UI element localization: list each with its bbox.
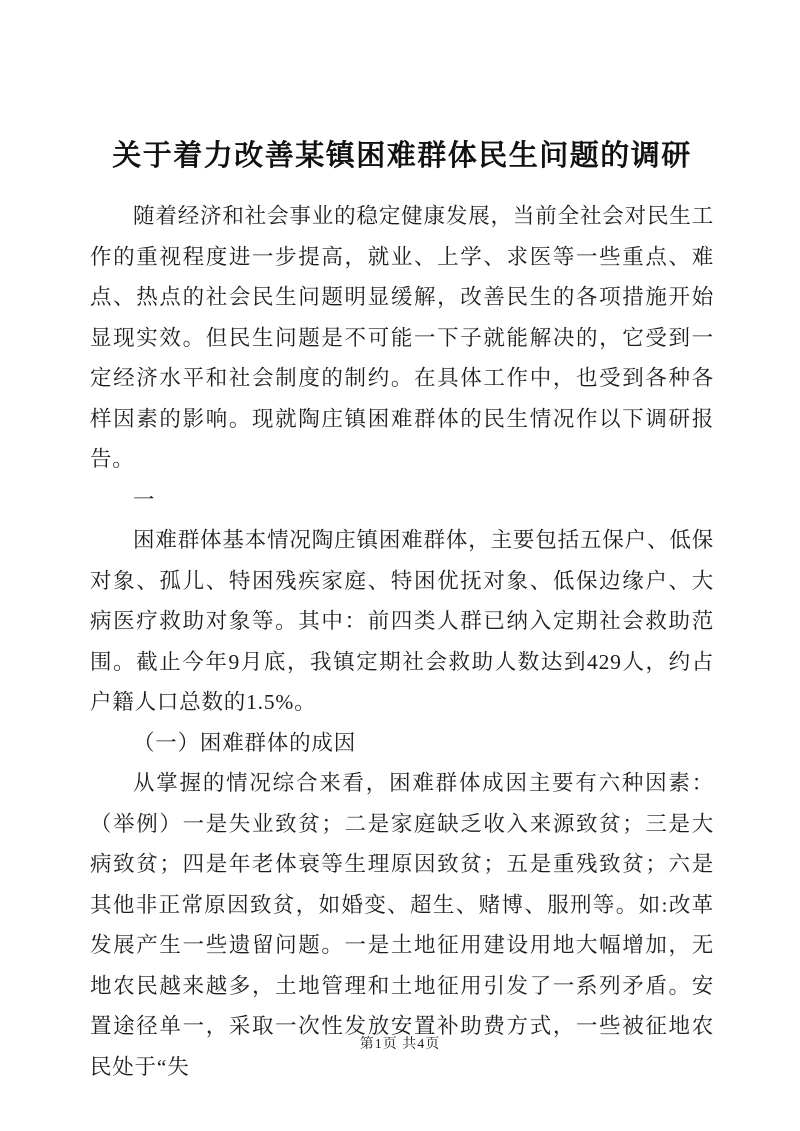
paragraph-section-marker: 一 — [133, 487, 156, 512]
paragraph-intro: 随着经济和社会事业的稳定健康发展，当前全社会对民生工作的重视程度进一步提高，就业、上学、求医等一些重点、难点、热点的社会民生问题明显缓解，改善民生的各项措施开始显现实效。但民生问题是不可能一下子就能解决的，它受到一定经济水平和社会制度的制约。在具体工作中，也受到各种各样因素的影响。现就陶庄镇困难群体的民生情况作以下调研报告。 — [90, 204, 714, 471]
page-footer: 第1页 共4页 — [359, 1037, 441, 1052]
paragraph-subheading-causes: （一）困难群体的成因 — [133, 730, 357, 755]
paragraph-causes-detail: 从掌握的情况综合来看，困难群体成因主要有六种因素：（举例）一是失业致贫；二是家庭缺乏收入来源致贫；三是大病致贫；四是年老体衰等生理原因致贫；五是重残致贫；六是其他非正常原因致贫，如婚变、超生、赌博、服刑等。如:改革发展产生一些遗留问题。一是土地征用建设用地大幅增加，无地农民越来越多，土地管理和土地征用引发了一系列矛盾。安置途径单一，采取一次性发放安置补助费方式，一些被征地农民处于“失 — [90, 771, 714, 1079]
document-title: 关于着力改善某镇困难群体民生问题的调研 — [112, 140, 692, 172]
paragraph-basic-situation: 困难群体基本情况陶庄镇困难群体，主要包括五保户、低保对象、孤儿、特困残疾家庭、特困优抚对象、低保边缘户、大病医疗救助对象等。其中：前四类人群已纳入定期社会救助范围。截止今年9月底，我镇定期社会救助人数达到429人，约占户籍人口总数的1.5%。 — [90, 528, 714, 714]
